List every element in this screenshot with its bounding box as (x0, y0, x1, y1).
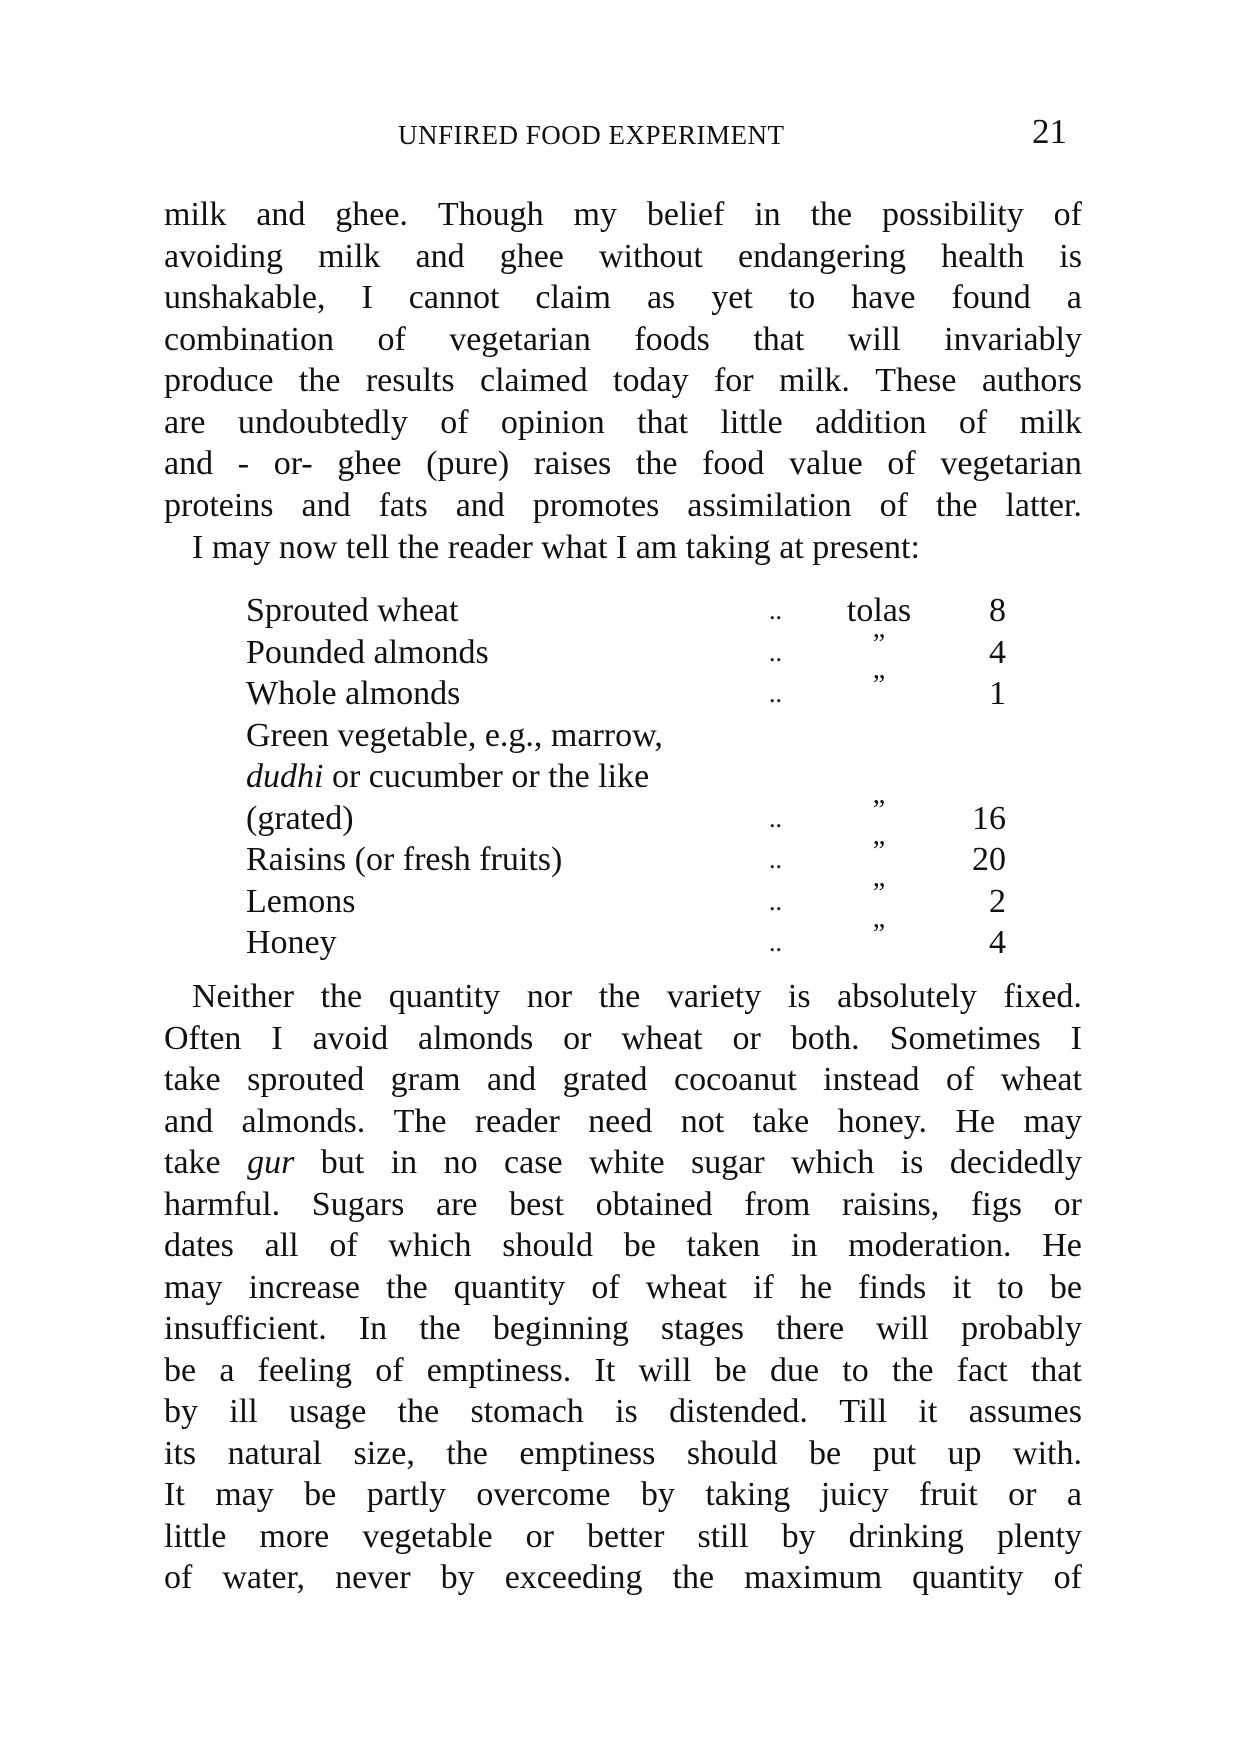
word: by (164, 1393, 198, 1430)
word: be (164, 1351, 197, 1389)
word: in (390, 1144, 418, 1181)
word: feeling (257, 1351, 353, 1389)
text-line (164, 485, 1082, 527)
word: or (732, 1019, 761, 1057)
text-line (164, 1059, 1082, 1101)
word: natural (227, 1434, 323, 1472)
word: my (573, 196, 617, 233)
word: the (320, 978, 363, 1015)
word: the (635, 445, 678, 482)
word: In (358, 1310, 388, 1347)
word: take (164, 1061, 221, 1098)
word: dates (164, 1227, 234, 1264)
word: insufficient. (164, 1310, 327, 1347)
word: as (646, 279, 676, 316)
word: be (809, 1434, 842, 1472)
word: and (301, 486, 351, 524)
word: in (790, 1227, 818, 1264)
diet-list (246, 590, 1006, 964)
word: he (799, 1268, 833, 1306)
word: emptiness (519, 1434, 656, 1472)
word: value (789, 445, 863, 482)
food-item: Sprouted wheat (246, 592, 459, 629)
text-line (164, 1184, 1082, 1226)
word: by (781, 1517, 816, 1555)
quantity: 2 (989, 882, 1006, 920)
text-line (164, 443, 1082, 485)
word: the (446, 1434, 488, 1472)
text-line (164, 1350, 1082, 1392)
page-number: 21 (1032, 112, 1067, 151)
word: absolutely (837, 978, 977, 1015)
leader-dots: .. (769, 886, 782, 916)
word: up (947, 1434, 982, 1472)
word: by (440, 1559, 475, 1596)
word: The (393, 1102, 447, 1140)
word: and (487, 1061, 537, 1098)
word: gur (247, 1144, 295, 1181)
word: need (588, 1102, 653, 1140)
word: wheat (1000, 1061, 1082, 1098)
text-line (164, 1142, 1082, 1184)
word: found (951, 279, 1031, 316)
word: in (754, 196, 781, 233)
word: distended. (669, 1393, 808, 1430)
word: Often (164, 1019, 242, 1057)
word: take (752, 1102, 810, 1140)
word: ill (229, 1393, 258, 1430)
quantity: 16 (972, 799, 1006, 837)
word: milk (1019, 403, 1082, 441)
word: put (872, 1434, 917, 1472)
word: its (164, 1434, 197, 1472)
word: quantity (453, 1268, 566, 1306)
word: by (640, 1476, 675, 1513)
word: or (525, 1517, 554, 1555)
word: ghee. (335, 196, 408, 233)
word: Though (437, 196, 544, 233)
word: of (375, 1351, 404, 1389)
word: of (440, 403, 469, 441)
food-item: Whole almonds (246, 675, 461, 712)
word: fact (956, 1351, 1008, 1389)
word: nor (526, 978, 573, 1015)
word: of (329, 1227, 358, 1264)
word: promotes (532, 486, 660, 524)
word: size, (353, 1434, 415, 1472)
leader-dots: .. (769, 637, 782, 667)
text-line (164, 236, 1082, 278)
word: milk. (779, 362, 850, 399)
leader-dots: .. (769, 596, 782, 625)
word: with. (1013, 1434, 1082, 1472)
word: of (887, 445, 916, 482)
word: may (215, 1476, 274, 1513)
word: unshakable, (164, 279, 326, 316)
word: combination (164, 320, 334, 358)
leader-dots: .. (769, 928, 782, 957)
word: raisins, (842, 1185, 940, 1223)
word: cocoanut (673, 1061, 797, 1098)
word: are (164, 403, 206, 441)
word: it (952, 1268, 972, 1306)
word: possibility (882, 196, 1024, 233)
word: yet (711, 279, 753, 316)
word: beginning (492, 1310, 629, 1347)
food-item: Lemons (246, 882, 356, 920)
word: gram (390, 1061, 461, 1098)
word: almonds. (241, 1102, 366, 1140)
word: avoiding (164, 237, 283, 275)
word: little (720, 403, 783, 441)
word: is (1059, 237, 1082, 275)
text-line (164, 1225, 1082, 1267)
paragraph-variety (164, 976, 1082, 1599)
word: stages (660, 1310, 744, 1347)
word: be (714, 1351, 747, 1389)
word: should (502, 1227, 593, 1264)
word: grated (562, 1061, 648, 1098)
unit-label: tolas (846, 592, 912, 629)
word: or- (273, 445, 313, 482)
word: there (776, 1310, 845, 1347)
word: it (918, 1393, 938, 1430)
word: to (842, 1351, 869, 1389)
word: and (415, 237, 465, 275)
word: variety (666, 978, 762, 1015)
word: never (335, 1559, 411, 1596)
word: juicy (820, 1476, 889, 1513)
word: assimilation (687, 486, 852, 524)
paragraph-intro-list (164, 527, 1082, 569)
word: for (713, 362, 754, 399)
word: or (1053, 1185, 1082, 1223)
text-line (164, 277, 1082, 319)
word: It (164, 1476, 185, 1513)
quantity: 1 (989, 675, 1006, 712)
word: but (320, 1144, 365, 1181)
word: plenty (996, 1517, 1082, 1555)
food-item: Pounded almonds (246, 633, 489, 671)
ditto-mark: ” (872, 794, 886, 826)
word: sugar (691, 1144, 765, 1181)
word: the (598, 978, 641, 1015)
text-line (164, 976, 1082, 1018)
word: vegetarian (940, 445, 1082, 482)
quantity: 4 (989, 924, 1006, 961)
word: maximum (744, 1559, 883, 1596)
diet-list-row (246, 715, 1006, 757)
word: of (958, 403, 988, 441)
word: the (672, 1559, 715, 1596)
word: the (810, 196, 853, 233)
running-title: UNFIRED FOOD EXPERIMENT (398, 120, 785, 150)
word: instead (823, 1061, 920, 1098)
word: partly (366, 1476, 446, 1513)
word: quantity (388, 978, 501, 1015)
word: I (1070, 1019, 1082, 1057)
text-line (164, 319, 1082, 361)
word: the (397, 1393, 440, 1430)
paragraph-milk-ghee (164, 194, 1082, 526)
word: the (935, 486, 978, 524)
word: to (788, 279, 816, 316)
word: increase (248, 1268, 361, 1306)
word: honey. (837, 1102, 927, 1140)
word: raises (533, 445, 612, 482)
word: Sugars (311, 1185, 405, 1223)
word: Neither (192, 978, 294, 1015)
word: obtained (595, 1185, 713, 1223)
word: produce (164, 362, 274, 399)
word: finds (858, 1268, 927, 1306)
word: the (386, 1268, 428, 1306)
text-line (164, 194, 1082, 236)
text-line (164, 360, 1082, 402)
ditto-mark: ” (872, 836, 886, 867)
word: a (1066, 1476, 1082, 1513)
text-line (164, 1267, 1082, 1309)
text-line (164, 1101, 1082, 1143)
word: milk (318, 237, 381, 275)
word: food (702, 445, 765, 482)
word: may (164, 1268, 223, 1306)
word: probably (961, 1310, 1082, 1347)
word: that (1030, 1351, 1082, 1389)
text-line (164, 1474, 1082, 1516)
word: results (365, 362, 455, 399)
word: milk (164, 196, 227, 233)
word: He (1042, 1227, 1082, 1264)
quantity: 8 (989, 592, 1006, 629)
word: sprouted (247, 1061, 365, 1098)
page-header (0, 112, 1241, 162)
word: I (271, 1019, 283, 1057)
word: or (1008, 1476, 1037, 1513)
leader-dots: .. (769, 679, 782, 708)
word: to (997, 1268, 1024, 1306)
word: from (744, 1185, 811, 1223)
word: assumes (968, 1393, 1082, 1430)
word: more (259, 1517, 330, 1555)
word: I (361, 279, 373, 316)
word: still (697, 1517, 749, 1555)
text-line (164, 402, 1082, 444)
word: overcome (476, 1476, 611, 1513)
ditto-mark: ” (872, 670, 886, 701)
word: will (876, 1310, 930, 1347)
word: case (504, 1144, 563, 1181)
word: taking (705, 1476, 791, 1513)
word: These (875, 362, 957, 399)
word: It (594, 1351, 616, 1389)
word: harmful. (164, 1185, 281, 1223)
word: best (509, 1185, 564, 1223)
word: white (589, 1144, 665, 1181)
word: is (900, 1144, 924, 1181)
word: claimed (480, 362, 588, 399)
word: which (388, 1227, 472, 1264)
word: without (598, 237, 703, 275)
word: little (164, 1517, 227, 1555)
word: wheat (645, 1268, 727, 1306)
quantity: 20 (972, 841, 1006, 878)
word: a (219, 1351, 235, 1389)
word: not (680, 1102, 725, 1140)
word: opinion (500, 403, 605, 441)
word: today (613, 362, 689, 399)
food-item: Honey (246, 924, 337, 961)
diet-list-row (246, 919, 1006, 964)
word: or (563, 1019, 592, 1057)
word: are (435, 1185, 478, 1223)
word: cannot (408, 279, 500, 316)
word: of (879, 486, 908, 524)
word: ghee (499, 237, 564, 275)
word: avoid (312, 1019, 389, 1057)
word: be (304, 1476, 337, 1513)
word: should (686, 1434, 778, 1472)
word: the (298, 362, 341, 399)
word: better (587, 1517, 665, 1555)
word: - (237, 445, 250, 482)
word: and (164, 1102, 214, 1140)
word: proteins (164, 486, 274, 524)
word: be (623, 1227, 656, 1264)
text-line (164, 1308, 1082, 1350)
food-item-rest: or cucumber or the like (323, 758, 650, 795)
food-item: (grated) (246, 799, 354, 837)
ditto-mark: ” (872, 919, 886, 950)
food-item-italic: dudhi (246, 758, 324, 795)
word: authors (981, 362, 1082, 399)
word: foods (634, 320, 710, 358)
diet-list-row (246, 670, 1006, 715)
word: fats (378, 486, 428, 524)
quantity: 4 (989, 633, 1006, 671)
text-line: I may now tell the reader what I am taking at present: (192, 529, 920, 566)
word: invariably (944, 320, 1082, 358)
word: (pure) (426, 445, 510, 482)
word: is (615, 1393, 638, 1430)
word: figs (970, 1185, 1022, 1223)
word: fixed. (1003, 978, 1082, 1015)
word: take (164, 1144, 221, 1181)
word: the (891, 1351, 934, 1389)
word: claim (535, 279, 611, 316)
word: decidedly (949, 1144, 1082, 1181)
word: all (264, 1227, 299, 1264)
ditto-mark: ” (872, 628, 886, 660)
word: and (256, 196, 306, 233)
food-item (246, 756, 649, 798)
word: He (955, 1102, 996, 1140)
ditto-mark: ” (872, 877, 886, 909)
word: fruit (919, 1476, 978, 1513)
word: addition (815, 403, 927, 441)
word: stomach (470, 1393, 584, 1430)
word: ghee (337, 445, 402, 482)
word: health (941, 237, 1025, 275)
word: and (164, 445, 214, 482)
word: moderation. (848, 1227, 1012, 1264)
word: which (791, 1144, 875, 1181)
text-line (164, 1516, 1082, 1558)
word: of (1053, 196, 1082, 233)
word: of (164, 1559, 193, 1596)
word: of (377, 320, 406, 358)
word: a (1066, 279, 1082, 316)
word: latter. (1005, 486, 1082, 524)
food-item: Green vegetable, e.g., marrow, (246, 716, 663, 754)
word: reader (474, 1102, 560, 1140)
food-item: Raisins (or fresh fruits) (246, 841, 563, 878)
word: usage (288, 1393, 367, 1430)
word: is (787, 978, 811, 1015)
word: water, (222, 1559, 306, 1596)
word: that (637, 403, 689, 441)
word: quantity (912, 1559, 1024, 1596)
word: drinking (848, 1517, 964, 1555)
word: belief (646, 196, 725, 233)
word: due (769, 1351, 820, 1389)
word: will (847, 320, 901, 358)
word: exceeding (504, 1559, 643, 1596)
text-line (164, 1018, 1082, 1060)
text-line (164, 1391, 1082, 1433)
word: be (1049, 1268, 1082, 1306)
word: have (851, 279, 916, 316)
word: of (591, 1268, 620, 1306)
word: may (1023, 1102, 1082, 1140)
word: of (945, 1061, 975, 1098)
word: the (419, 1310, 461, 1347)
leader-dots: .. (769, 803, 782, 833)
word: Till (839, 1393, 888, 1430)
word: undoubtedly (237, 403, 408, 441)
word: vegetarian (449, 320, 591, 358)
word: taken (686, 1227, 761, 1264)
text-line (164, 1433, 1082, 1475)
word: of (1053, 1559, 1082, 1596)
word: wheat (621, 1019, 703, 1057)
word: emptiness. (426, 1351, 572, 1389)
word: both. (790, 1019, 860, 1057)
word: and (455, 486, 505, 524)
word: vegetable (362, 1517, 493, 1555)
word: will (638, 1351, 692, 1389)
text-line (164, 1557, 1082, 1599)
word: that (753, 320, 805, 358)
word: almonds (418, 1019, 534, 1057)
leader-dots: .. (769, 845, 782, 874)
word: if (753, 1268, 774, 1306)
word: Sometimes (889, 1019, 1041, 1057)
word: endangering (737, 237, 907, 275)
word: no (443, 1144, 478, 1181)
